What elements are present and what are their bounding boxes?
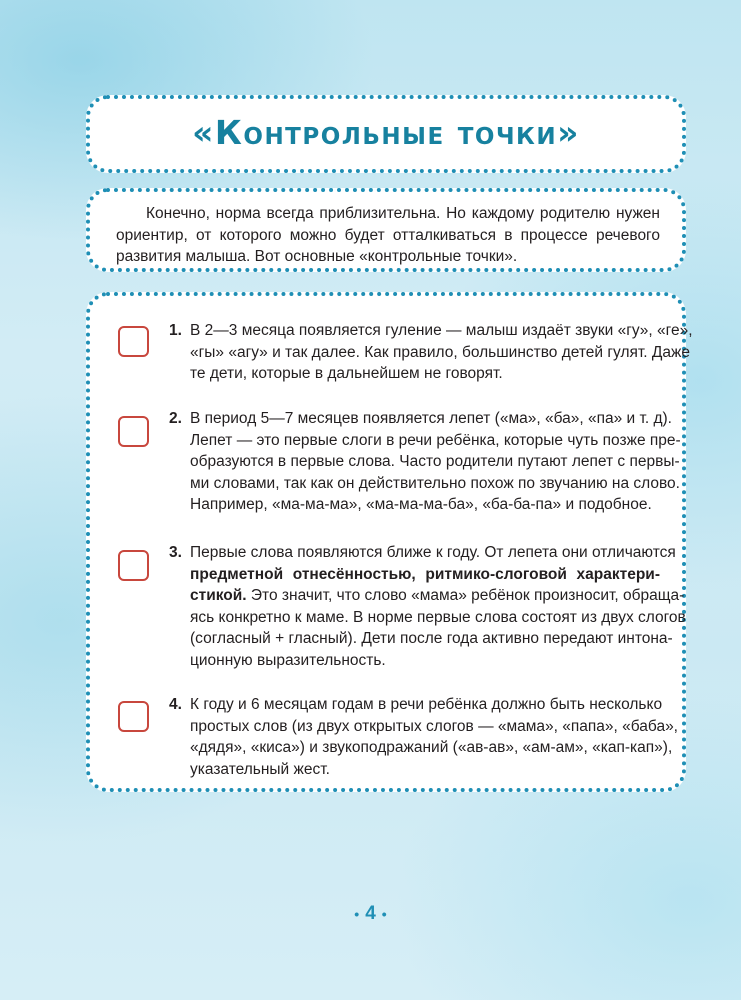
text-line: В период 5—7 месяцев появляется лепет («ма», «ба», «па» и т. д).	[190, 410, 672, 427]
text-line: простых слов (из двух открытых слогов — «мама», «папа», «баба»,	[190, 717, 678, 735]
text-line: образуются в первые слова. Часто родители путают лепет с первы-	[190, 453, 680, 470]
page-number-value: 4	[365, 903, 376, 924]
text-line: указательный жест.	[190, 760, 330, 778]
text-line: те дети, которые в дальнейшем не говорят.	[190, 365, 503, 382]
item-number: 2.	[169, 410, 182, 427]
item-number: 3.	[169, 544, 182, 561]
dot-icon: •	[354, 905, 360, 922]
checkpoint-list	[86, 292, 693, 792]
page-number	[0, 903, 741, 925]
item-text	[190, 320, 693, 385]
checkbox-item-3[interactable]	[118, 550, 149, 581]
item-text	[190, 408, 681, 516]
checkbox-item-1[interactable]	[118, 326, 149, 357]
item-number: 1.	[169, 322, 182, 339]
text-line: К году и 6 месяцам годам в речи ребёнка должно быть несколько	[190, 696, 663, 713]
text-line: (согласный + гласный). Дети после года активно передают интона-	[190, 630, 673, 647]
dot-icon: •	[381, 905, 387, 922]
text-line: ясь конкретно к маме. В норме первые слова состоят из двух слогов	[190, 608, 686, 626]
item-text	[190, 694, 678, 780]
text-line	[190, 585, 685, 607]
text-line: ционную выразительность.	[190, 651, 386, 669]
text-line: Первые слова появляются ближе к году. От лепета они отличаются	[190, 544, 676, 561]
text-line: «гы» «агу» и так далее. Как правило, большинство детей гулят. Даже	[190, 343, 690, 361]
title-card	[86, 95, 686, 173]
checkbox-item-4[interactable]	[118, 701, 149, 732]
item-number: 4.	[169, 696, 182, 713]
text-fragment: Это значит, что слово «мама» ребёнок произносит, обраща-	[246, 587, 685, 604]
text-line: ми словами, так как он действительно похож по звучанию на слово.	[190, 474, 680, 492]
page-title: «Контрольные точки»	[192, 113, 580, 152]
text-line: «дядя», «киса») и звукоподражаний («ав-ав», «ам-ам», «кап-кап»),	[190, 739, 673, 756]
checkbox-item-2[interactable]	[118, 416, 149, 447]
text-line: Например, «ма-ма-ма», «ма-ма-ма-ба», «ба-ба-па» и подобное.	[190, 496, 652, 513]
bold-term: стикой.	[190, 587, 247, 604]
bold-term: предметной отнесённостью, ритмико-слоговой характери-	[190, 565, 660, 583]
intro-card	[86, 188, 686, 272]
text-line: Лепет — это первые слоги в речи ребёнка, которые чуть позже пре-	[190, 431, 681, 449]
text-line: В 2—3 месяца появляется гуление — малыш издаёт звуки «гу», «ге»,	[190, 322, 693, 339]
intro-paragraph: Конечно, норма всегда приблизительна. Но каждому родителю нужен ориентир, от которого можно будет отталкиваться в процессе речевого развития малыша. Вот основные «контрольные точки».	[116, 205, 660, 265]
item-text	[190, 542, 686, 671]
